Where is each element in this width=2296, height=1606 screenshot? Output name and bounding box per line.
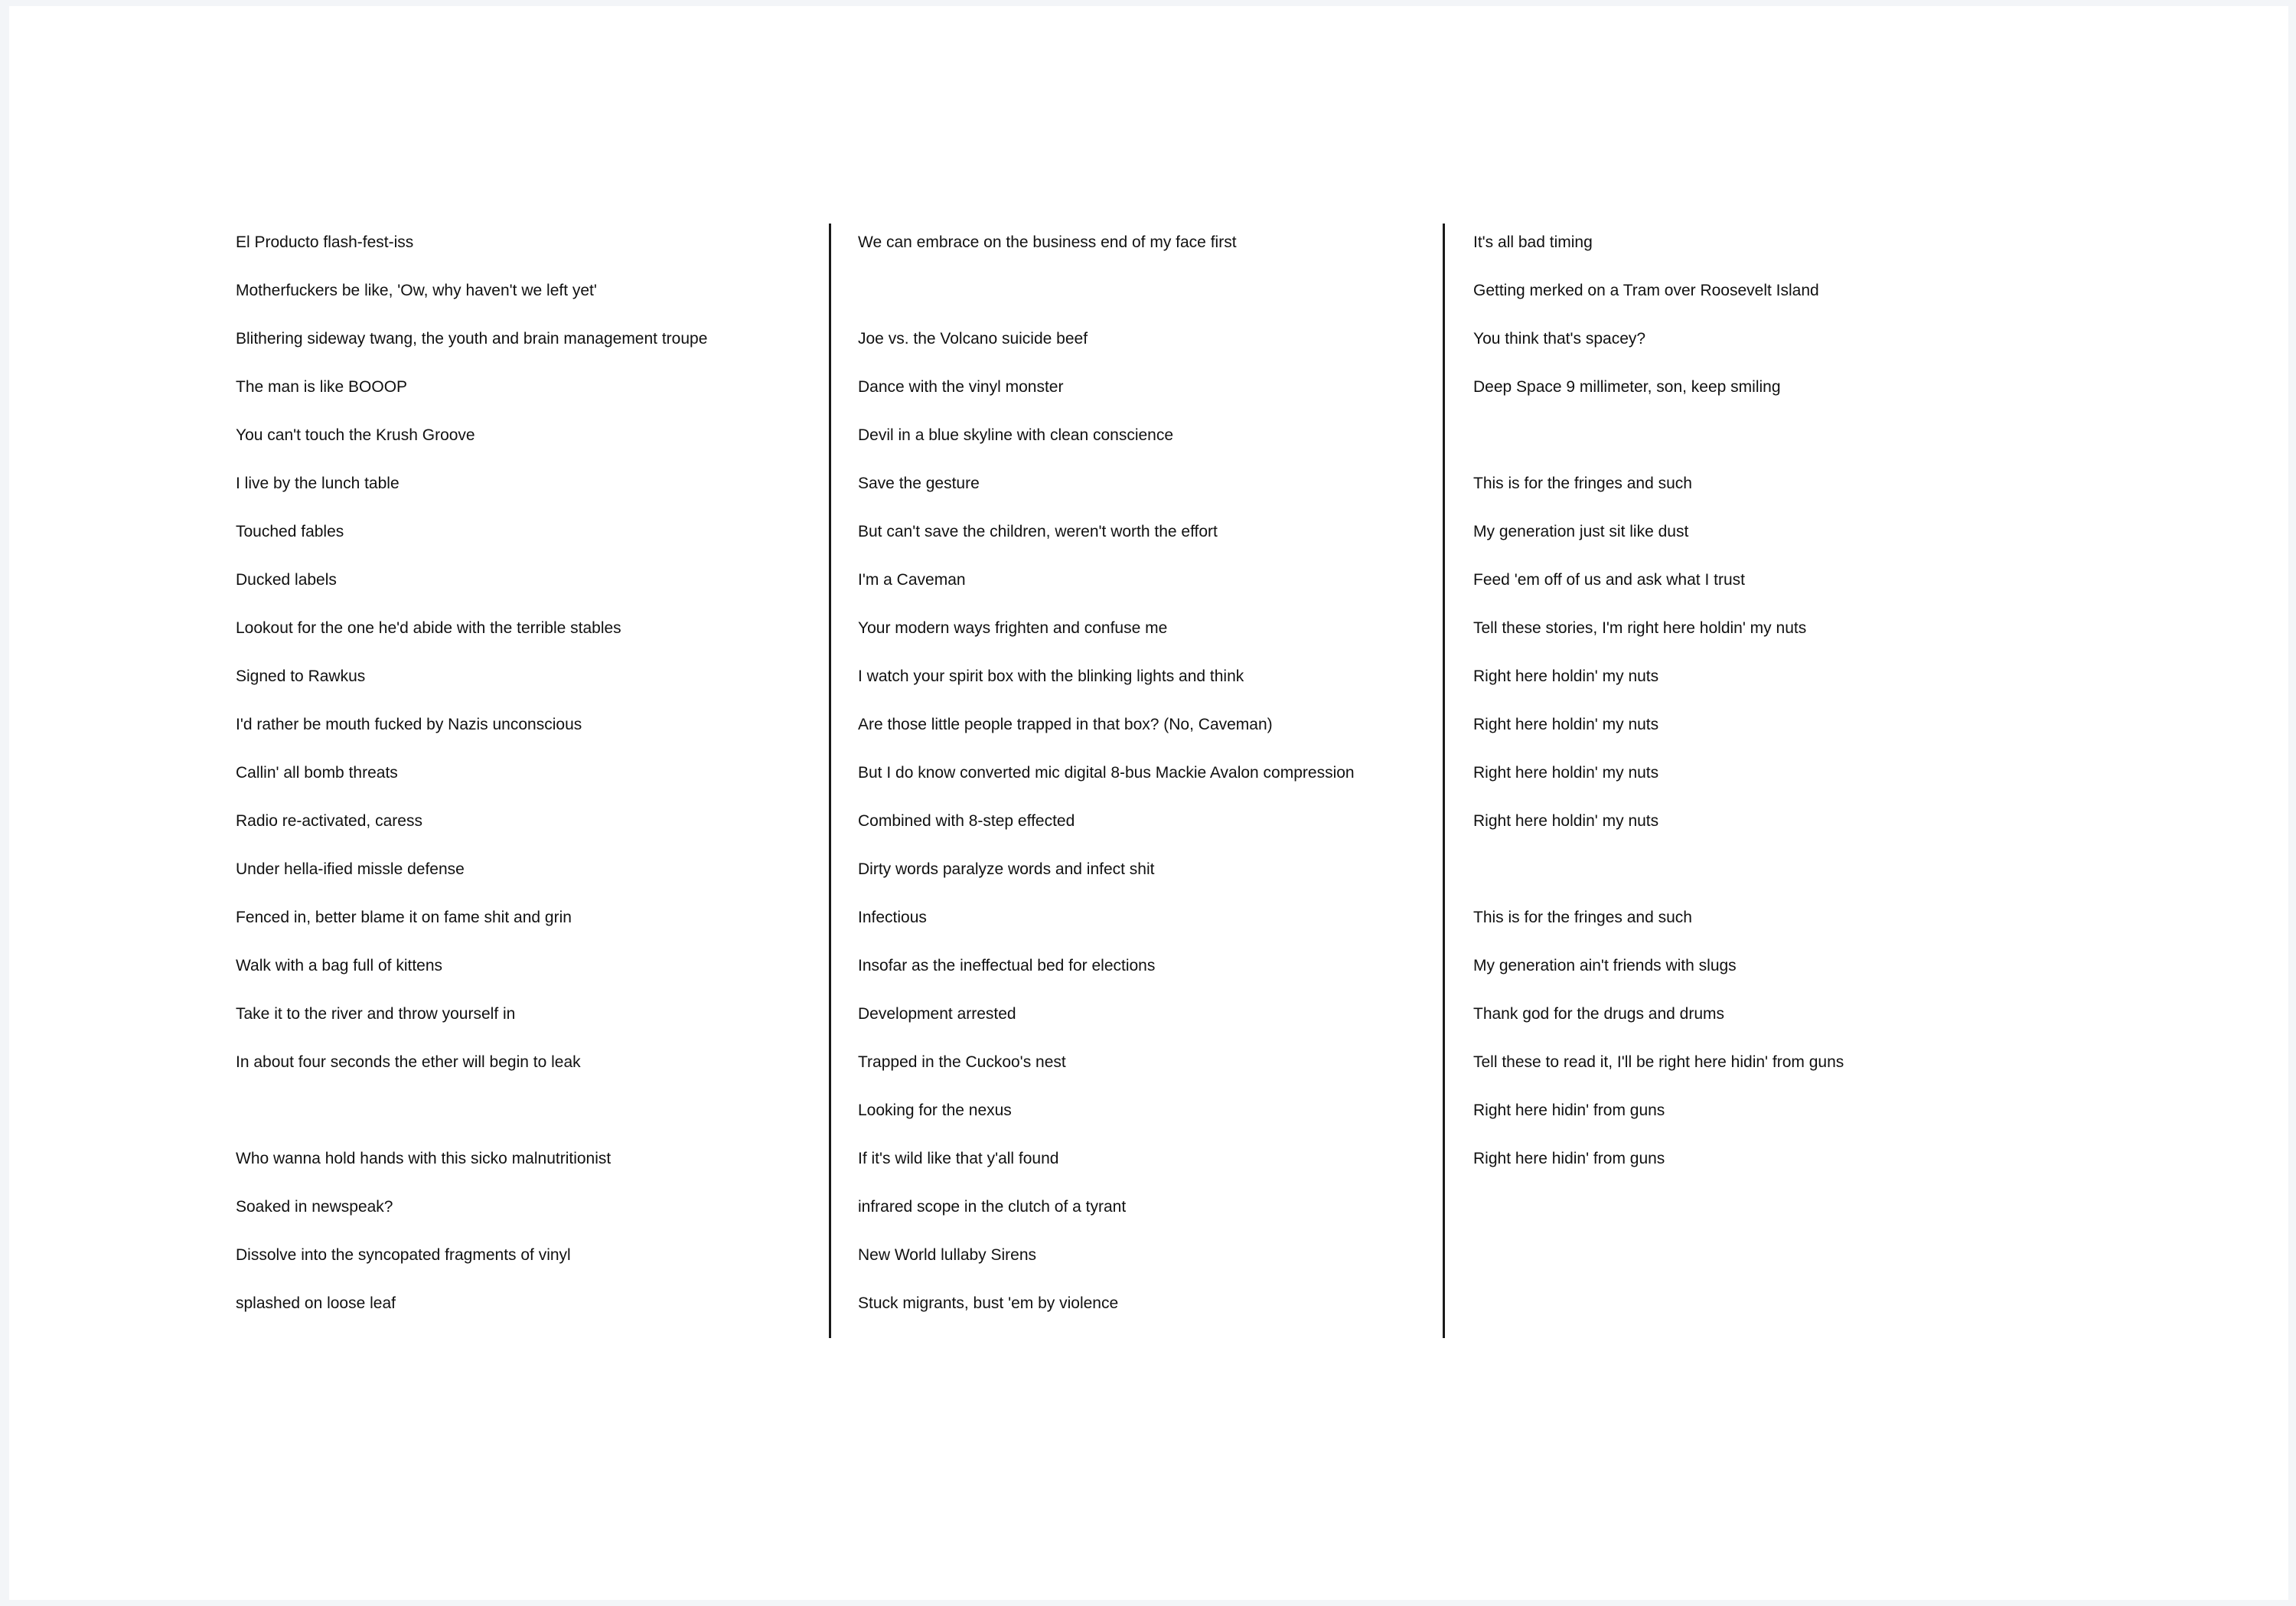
lyric-line: My generation ain't friends with slugs [1473,957,1737,974]
column-divider [1443,224,1445,1338]
lyric-line: Walk with a bag full of kittens [236,957,443,974]
lyric-line: Dance with the vinyl monster [858,378,1064,396]
lyric-line: This is for the fringes and such [1473,475,1692,492]
lyric-line: This is for the fringes and such [1473,909,1692,926]
lyric-line: Callin' all bomb threats [236,764,398,782]
lyric-line: Under hella-ified missle defense [236,860,465,878]
lyrics-sheet [9,6,2288,1600]
lyric-line: Stuck migrants, bust 'em by violence [858,1294,1119,1312]
lyric-line: Trapped in the Cuckoo's nest [858,1053,1066,1071]
lyric-line: Infectious [858,909,927,926]
lyric-line: Signed to Rawkus [236,668,366,685]
lyric-line: Dissolve into the syncopated fragments of vinyl [236,1246,571,1264]
lyric-line: infrared scope in the clutch of a tyrant [858,1198,1127,1216]
lyric-line: But I do know converted mic digital 8-bus Mackie Avalon compression [858,764,1355,782]
lyric-line: Tell these stories, I'm right here holdin' my nuts [1473,619,1807,637]
column-divider [829,224,831,1338]
lyric-line: splashed on loose leaf [236,1294,396,1312]
lyric-line: It's all bad timing [1473,233,1593,251]
lyric-line: I'm a Caveman [858,571,966,589]
lyric-line: Ducked labels [236,571,337,589]
lyric-line: Thank god for the drugs and drums [1473,1005,1725,1023]
lyric-line: Right here hidin' from guns [1473,1102,1665,1119]
lyric-line: But can't save the children, weren't worth the effort [858,523,1218,540]
lyric-line: Take it to the river and throw yourself in [236,1005,516,1023]
lyric-line: You think that's spacey? [1473,330,1646,348]
lyric-line: Blithering sideway twang, the youth and brain management troupe [236,330,708,348]
lyric-line: Are those little people trapped in that box? (No, Caveman) [858,716,1273,733]
lyric-line: Getting merked on a Tram over Roosevelt Island [1473,282,1819,299]
lyric-line: Your modern ways frighten and confuse me [858,619,1168,637]
lyric-line: I watch your spirit box with the blinking lights and think [858,668,1244,685]
lyric-line: Development arrested [858,1005,1016,1023]
lyric-line: Combined with 8-step effected [858,812,1075,830]
lyric-line: Who wanna hold hands with this sicko malnutritionist [236,1150,612,1167]
lyric-line: In about four seconds the ether will begin to leak [236,1053,581,1071]
lyric-line: Soaked in newspeak? [236,1198,393,1216]
lyric-line: New World lullaby Sirens [858,1246,1037,1264]
lyric-line: If it's wild like that y'all found [858,1150,1059,1167]
lyric-line: The man is like BOOOP [236,378,408,396]
lyric-line: Looking for the nexus [858,1102,1012,1119]
lyric-line: You can't touch the Krush Groove [236,426,475,444]
lyric-line: Right here holdin' my nuts [1473,764,1659,782]
lyric-line: Joe vs. the Volcano suicide beef [858,330,1088,348]
lyric-line: Radio re-activated, caress [236,812,422,830]
lyric-line: Insofar as the ineffectual bed for elections [858,957,1156,974]
lyric-line: Devil in a blue skyline with clean conscience [858,426,1174,444]
lyric-line: Touched fables [236,523,344,540]
lyric-line: Motherfuckers be like, 'Ow, why haven't we left yet' [236,282,597,299]
lyric-line: I live by the lunch table [236,475,400,492]
lyric-line: Right here holdin' my nuts [1473,812,1659,830]
lyric-line: We can embrace on the business end of my face first [858,233,1237,251]
lyric-line: Save the gesture [858,475,980,492]
lyric-line: Tell these to read it, I'll be right here hidin' from guns [1473,1053,1844,1071]
lyric-line: My generation just sit like dust [1473,523,1689,540]
lyric-line: El Producto flash-fest-iss [236,233,414,251]
lyric-line: Dirty words paralyze words and infect shit [858,860,1155,878]
lyric-line: Right here hidin' from guns [1473,1150,1665,1167]
lyric-line: I'd rather be mouth fucked by Nazis unconscious [236,716,582,733]
lyric-line: Right here holdin' my nuts [1473,668,1659,685]
lyric-line: Right here holdin' my nuts [1473,716,1659,733]
lyric-line: Fenced in, better blame it on fame shit and grin [236,909,572,926]
lyric-line: Lookout for the one he'd abide with the terrible stables [236,619,621,637]
lyric-line: Deep Space 9 millimeter, son, keep smiling [1473,378,1781,396]
lyric-line: Feed 'em off of us and ask what I trust [1473,571,1745,589]
